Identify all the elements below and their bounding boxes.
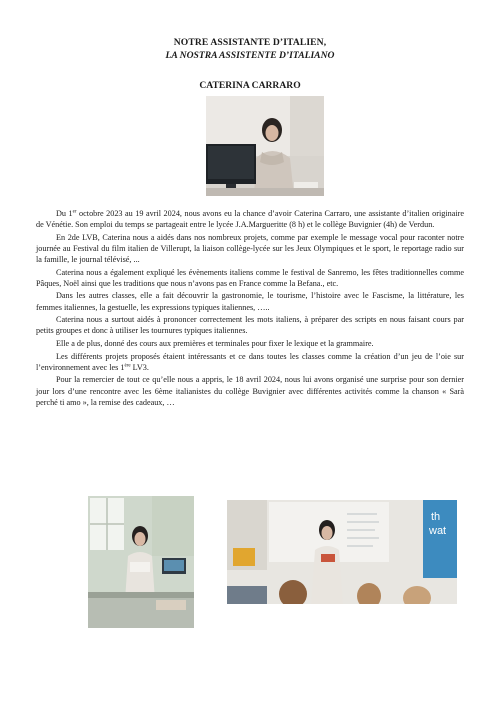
photo-classroom-right-image xyxy=(227,500,457,604)
paragraph-5: Caterina nous a surtout aidés à prononcer correctement les mots italiens, à préparer des scripts en nous faisant cours par petits groupes et donc à utiliser les tournures typiques italiennes. xyxy=(36,315,464,336)
article-body xyxy=(36,208,464,409)
title-block xyxy=(0,36,500,62)
title-italian: LA NOSTRA ASSISTENTE D’ITALIANO xyxy=(165,50,335,61)
paragraph-2: En 2de LVB, Caterina nous a aidés dans nos nombreux projets, comme par exemple le message vocal pour raconter notre journée au Festival du film italien de Villerupt, la liaison collège-lycée sur les Jeux Olympiques et le sport, le reportage radio sur la famille, le journal télévisé, ... xyxy=(36,232,464,264)
title-french: NOTRE ASSISTANTE D’ITALIEN, xyxy=(173,37,327,48)
projection-screen-text-2: wat xyxy=(429,525,447,537)
paragraph-3: Caterina nous a également expliqué les évènements italiens comme le festival de Sanremo, les fêtes traditionnelles comme Pâques, Noël ainsi que les traditions que nous n’avons pas en France comme la Befana., etc. xyxy=(36,267,464,288)
photo-caterina-at-desk-image xyxy=(206,96,324,196)
projection-screen-text-1: th xyxy=(431,511,441,523)
photo-caterina-at-desk xyxy=(206,96,324,196)
assistant-name: CATERINA CARRARO xyxy=(199,80,301,91)
paragraph-1: Du 1er octobre 2023 au 19 avril 2024, nous avons eu la chance d’avoir Caterina Carraro, une assistante d’italien originaire de Vénétie. Son emploi du temps se partageait entre le lycée J.A.Margueritte (8 h) et le collège Buvignier (4h) de Verdun. xyxy=(36,209,464,230)
photo-classroom-left-image xyxy=(88,496,194,628)
paragraph-4: Dans les autres classes, elle a fait découvrir la gastronomie, le tourisme, l’histoire avec le Fascisme, la littérature, les femmes italiennes, la gestuelle, les expressions typiques italiennes, ….. xyxy=(36,291,464,312)
paragraph-7: Les différents projets proposés étaient intéressants et ce dans toutes les classes comme la création d’un jeu de l’oie sur l’environnement avec les 1ère LV3. xyxy=(36,351,464,372)
paragraph-6: Elle a de plus, donné des cours aux premières et terminales pour fixer le lexique et la grammaire. xyxy=(56,339,374,348)
photo-classroom-right xyxy=(227,500,457,604)
photo-classroom-left xyxy=(88,496,194,628)
paragraph-8: Pour la remercier de tout ce qu’elle nous a appris, le 18 avril 2024, nous lui avons organisé une surprise pour son dernier jour lors d’une rencontre avec les 6ème italianistes du collège Buvignier avec différentes activités comme la chanson « Sarà perché ti amo », la remise des cadeaux, … xyxy=(36,375,464,407)
